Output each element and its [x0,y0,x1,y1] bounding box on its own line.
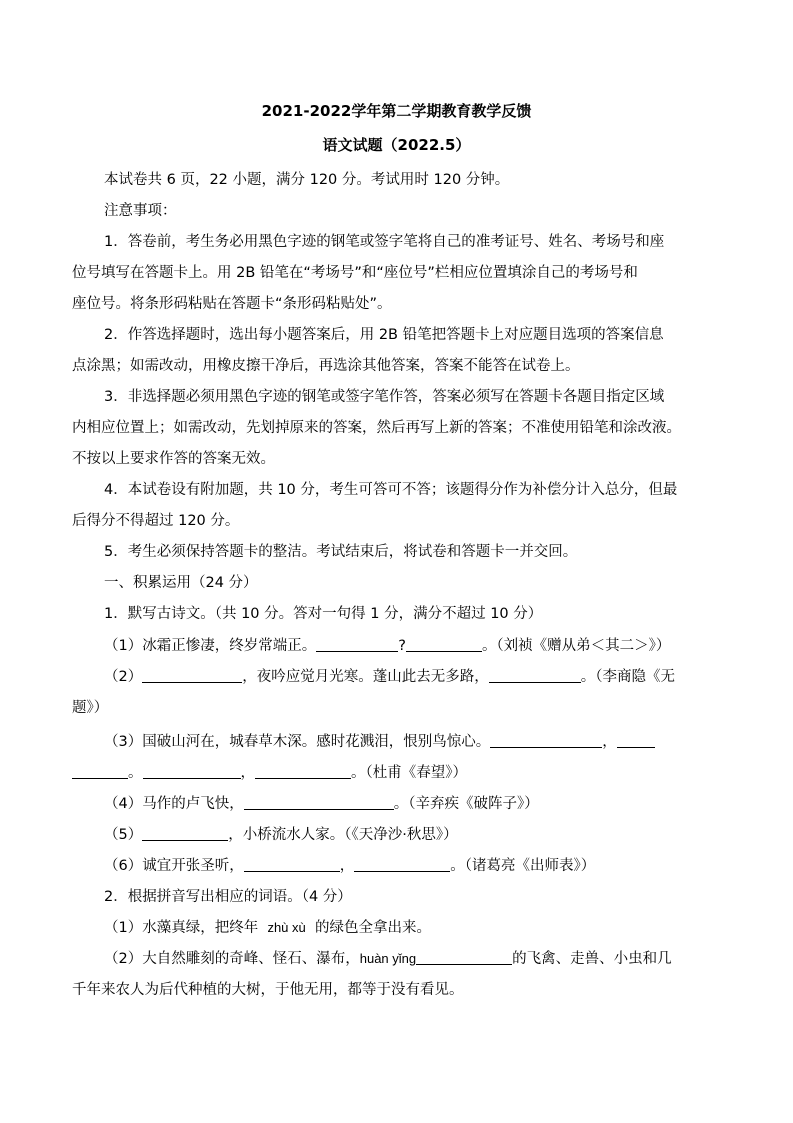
answer-blank[interactable] [244,857,340,872]
answer-blank[interactable] [72,764,128,779]
question-1-item-5: （5） ，小桥流水人家。（《天净沙·秋思》） [104,827,458,843]
section-1-heading: 一、积累运用（24 分） [104,575,258,591]
answer-blank[interactable] [316,637,398,652]
answer-blank[interactable] [617,733,655,748]
question-1-item-6: （6）诚宜开张圣听， ， 。（诸葛亮《出师表》） [104,858,596,874]
notice-1-line-3: 座位号。将条形码粘贴在答题卡“条形码粘贴处”。 [72,296,392,312]
notice-heading: 注意事项： [104,203,177,219]
question-2-item-2: （2）大自然雕刻的奇峰、怪石、瀑布，huàn yǐng 的飞禽、走兽、小虫和几 [104,951,672,967]
answer-blank[interactable] [244,795,394,810]
answer-blank[interactable] [490,733,602,748]
question-1-item-1: （1）冰霜正惨凄，终岁常端正。 ? 。（刘祯《赠从弟＜其二＞》） [104,638,671,654]
question-2-stem: 2．根据拼音写出相应的词语。（4 分） [104,889,352,905]
answer-blank[interactable] [255,764,351,779]
question-2-item-2-cont: 千年来农人为后代种植的大树，于他无用，都等于没有看见。 [72,982,464,998]
question-1-item-3-cont: 。 ， 。（杜甫《春望》） [72,763,722,783]
question-1-item-4: （4）马作的卢飞快， 。（辛弃疾《破阵子》） [104,796,539,812]
notice-4-line-2: 后得分不得超过 120 分。 [72,513,240,529]
question-1-item-3: （3）国破山河在，城春草木深。感时花溅泪，恨别鸟惊心。 ， [104,732,754,752]
notice-2-line-1: 2．作答选择题时，选出每小题答案后，用 2B 铅笔把答题卡上对应题目选项的答案信息 [104,327,664,343]
pinyin-hint: zhù xù [267,920,306,935]
exam-title: 2021-2022学年第二学期教育教学反馈 [261,102,532,120]
question-1-item-2-cont: 题》） [72,700,109,716]
notice-1-line-1: 1．答卷前，考生务必用黑色字迹的钢笔或签字笔将自己的准考证号、姓名、考场号和座 [104,234,665,250]
notice-3-line-2: 内相应位置上；如需改动，先划掉原来的答案，然后再写上新的答案；不准使用铅笔和涂改液。 [72,420,681,436]
answer-blank[interactable] [406,637,482,652]
notice-2-line-2: 点涂黑；如需改动，用橡皮擦干净后，再选涂其他答案，答案不能答在试卷上。 [72,358,580,374]
question-2-item-1: （1）水藻真绿，把终年 zhù xù 的绿色全拿出来。 [104,920,431,936]
pinyin-hint: huàn yǐng [359,951,417,966]
exam-info: 本试卷共 6 页，22 小题，满分 120 分。考试用时 120 分钟。 [104,172,510,188]
question-1-stem: 1．默写古诗文。（共 10 分。答对一句得 1 分，满分不超过 10 分） [104,606,543,622]
exam-subtitle: 语文试题（2022.5） [322,136,471,154]
notice-3-line-1: 3．非选择题必须用黑色字迹的钢笔或签字笔作答，答案必须写在答题卡各题目指定区域 [104,389,665,405]
notice-1-line-2: 位号填写在答题卡上。用 2B 铅笔在“考场号”和“座位号”栏相应位置填涂自己的考场号和 [72,265,638,281]
notice-4-line-1: 4．本试卷设有附加题，共 10 分，考生可答可不答；该题得分作为补偿分计入总分，但最 [104,482,678,498]
answer-blank[interactable] [142,826,228,841]
answer-blank[interactable] [416,950,512,965]
notice-5: 5．考生必须保持答题卡的整洁。考试结束后，将试卷和答题卡一并交回。 [104,544,578,560]
question-1-item-2: （2） ，夜吟应觉月光寒。蓬山此去无多路， 。（李商隐《无 [104,669,675,685]
notice-3-line-3: 不按以上要求作答的答案无效。 [72,451,275,467]
answer-blank[interactable] [143,764,241,779]
answer-blank[interactable] [489,668,581,683]
answer-blank[interactable] [142,668,242,683]
answer-blank[interactable] [354,857,450,872]
